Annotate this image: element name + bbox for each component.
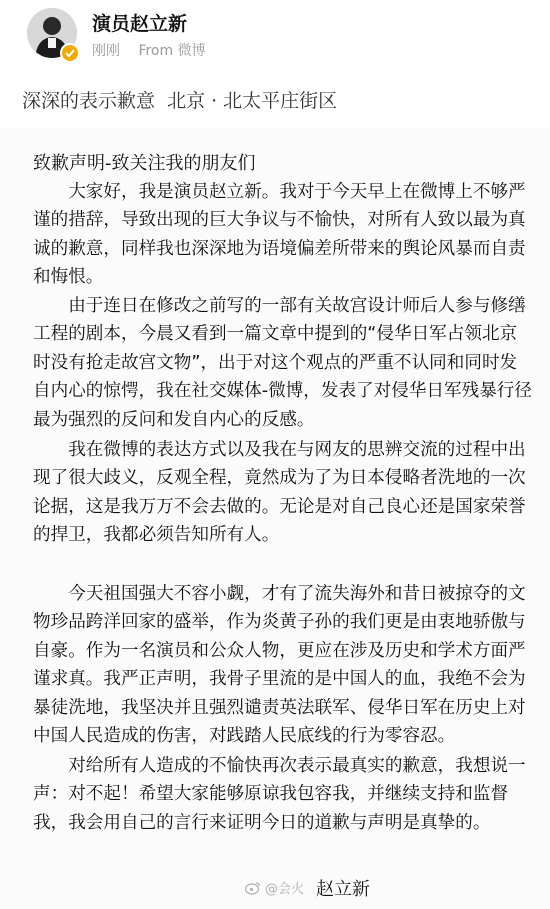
apology-document-image [0,128,550,909]
document-paragraph: 今天祖国强大不容小觑，才有了流失海外和昔日被掠夺的文物珍品跨洋回家的盛举，作为炎黄子孙的我们更是由衷地骄傲与自豪。作为一名演员和公众人物，更应在涉及历史和学术方面严谨求真。我严正声明，我骨子里流的是中国人的血，我绝不会为暴徒洗地，我坚决并且强烈谴责英法联军、侵华日军在历史上对中国人民造成的伤害，对践踏人民底线的行为零容忍。 [33,584,526,747]
document-paragraph: 我在微博的表达方式以及我在与网友的思辨交流的过程中出现了很大歧义，反观全程，竟然成为了为日本侵略者洗地的一次论据，这是我万万不会去做的。无论是对自己良心还是国家荣誉的捍卫，我都必须告知所有人。 [33,440,526,546]
document-title: 致歉声明-致关注我的朋友们 [33,153,256,174]
document-paragraph: 对给所有人造成的不愉快再次表示最真实的歉意，我想说一声：对不起！希望大家能够原谅我包容我，并继续支持和监督我，我会用自己的言行来证明今日的道歉与声明是真挚的。 [33,756,526,833]
post-time: 刚刚 [92,43,120,59]
post-meta [92,40,206,60]
watermark [245,878,304,897]
document-paragraph: 由于连日在修改之前写的一部有关故宫设计师后人参与修缮工程的剧本，今晨又看到一篇文章中提到的“侵华日军占领北京时没有抢走故宫文物”，出于对这个观点的严重不认同和同时发自内心的惊愕，我在社交媒体-微博，发表了对侵华日军残暴行径最为强烈的反问和发自内心的反感。 [33,296,532,430]
weibo-icon [245,881,261,895]
signature: 赵立新 [316,879,370,900]
post-content [22,86,337,113]
post-location[interactable]: 北京 · 北太平庄街区 [167,90,338,112]
username[interactable]: 演员赵立新 [92,13,188,35]
document-paragraph: 大家好，我是演员赵立新。我对于今天早上在微博上不够严谨的措辞，导致出现的巨大争议与不愉快，对所有人致以最为真诚的歉意，同样我也深深地为语境偏差所带来的舆论风暴而自责和悔恨。 [33,182,526,288]
verified-badge-icon [60,43,80,63]
post-message: 深深的表示歉意 [22,90,156,112]
post-header [0,0,550,78]
post-source[interactable]: From 微博 [138,43,206,59]
watermark-text: @会火 [265,882,305,897]
